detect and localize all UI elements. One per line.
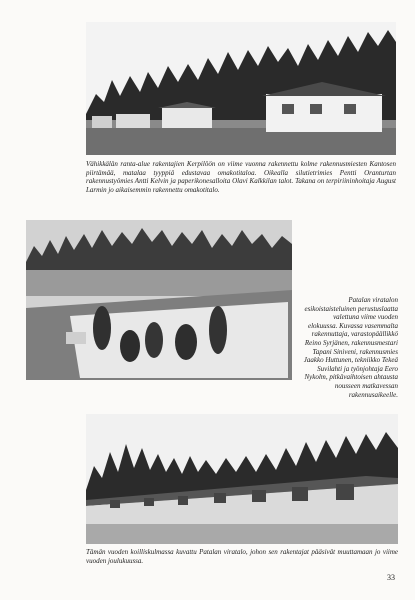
construction-site-photo xyxy=(26,220,292,380)
lakeside-houses-photo xyxy=(86,22,396,155)
long-building-photo xyxy=(86,414,398,544)
long-building-caption: Tämän vuoden koilliskulmassa kuvattu Patalan viratalo, johon sen rakentajat pääsivät muuttamaan jo viime vuoden joulukuussa. xyxy=(86,548,398,565)
construction-site-caption: Patalan viratalon esikoistaisteluinen perustuslaatta valettuna viime vuoden elokuussa. Kuvassa vasemmalta rakennuttaja, varastopäällikkö Reino Syrjänen, rakennusmestari Tapani Siniveni, rakennusmies Jaakko Huttunen, tekniikko Tekeä Suvilahti ja työnjohtaja Eero Nykolm, pitkävaihtoisen ahtausta nousseen matkavessan rakennusaikeelle. xyxy=(303,296,398,399)
lakeside-houses-caption: Vähikkälän ranta-alue rakentajien Kerpilöön on viime vuonna rakennettu kolme rakennusmiesten Kantosen piirtämää, matalaa tyyppiä edustavaa omakotitaloa. Oikealla silutietrimies Pentti Oranturtan rakennustyömies Antti Kelvin ja paperikonesalloita Olavi Kalkkilan talot. Takana on terpiriininhoitaja August Larmin jo aikaisemmin rakennettu omakotitalo. xyxy=(86,160,396,194)
page-number: 33 xyxy=(387,573,395,582)
